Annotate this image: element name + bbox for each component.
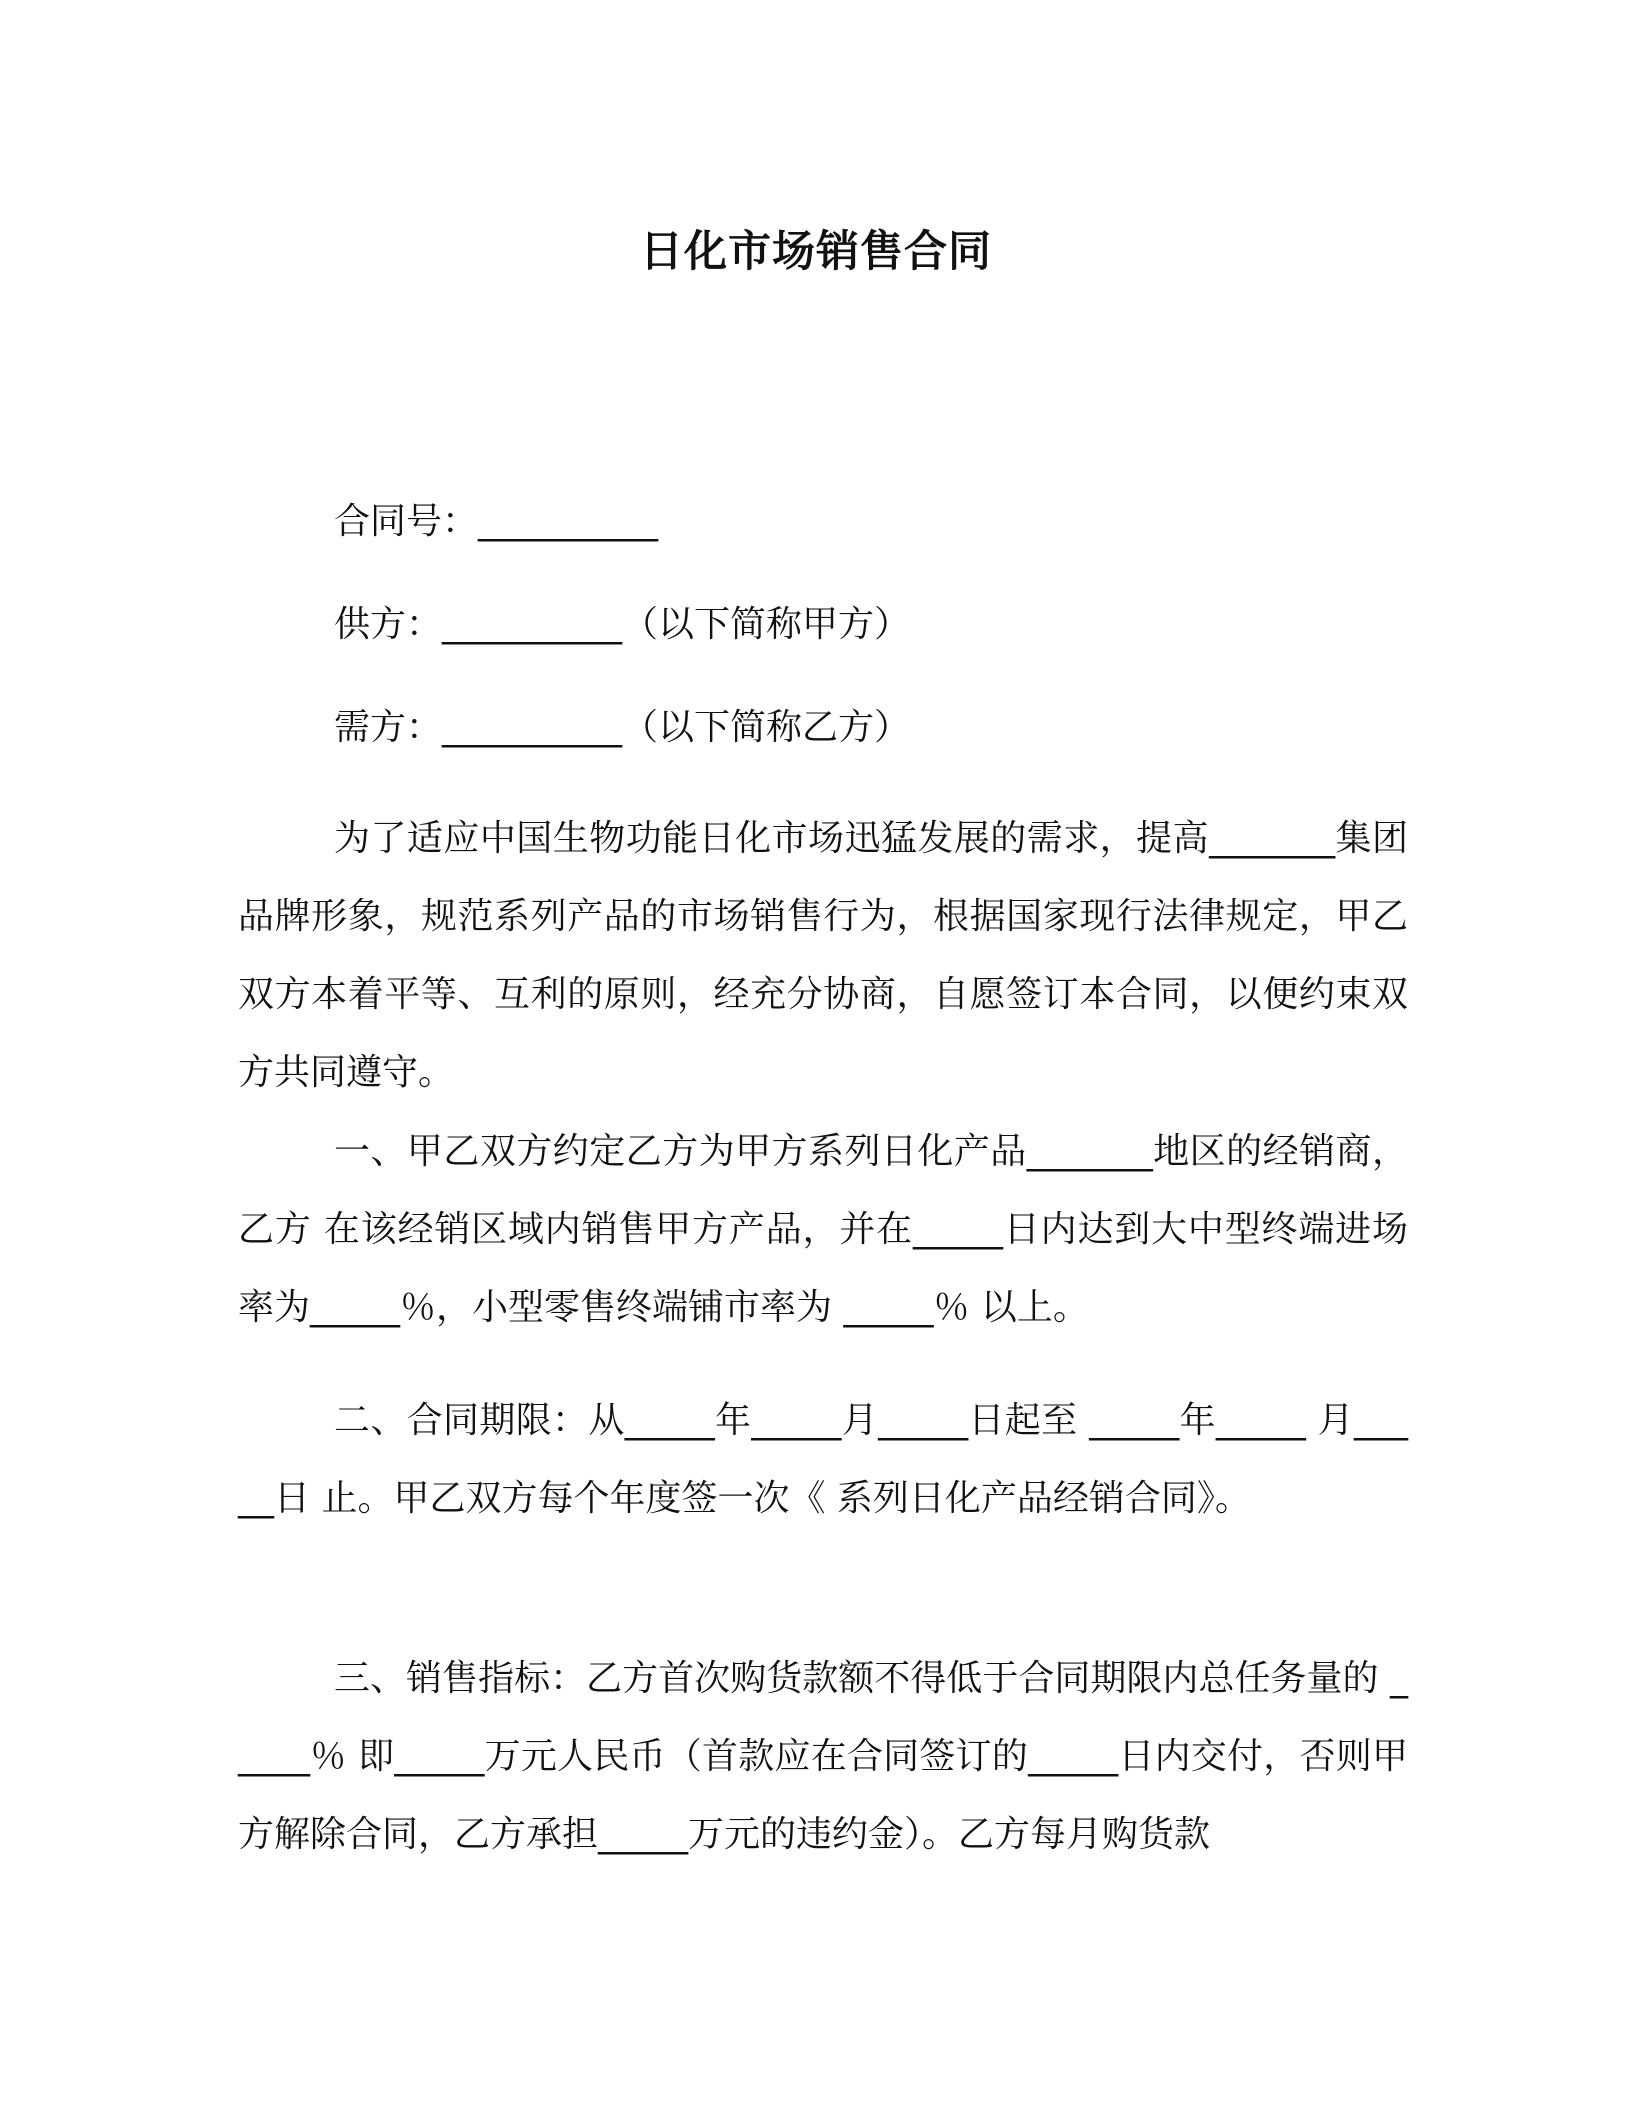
clause-2-text: 二、合同期限：从_____年_____月_____日起至 _____年_____ 月_____日 止。甲乙双方每个年度签一次《 系列日化产品经销合同》。 <box>238 1400 1408 1519</box>
clause-1-text: 一、甲乙双方约定乙方为甲方系列日化产品_______地区的经销商，乙方 在该经销区域内销售甲方产品，并在_____日内达到大中型终端进场率为_____％，小型零售终端铺市率为 _____％ 以上。 <box>238 1131 1408 1328</box>
supplier-line: 供方：__________（以下简称甲方） <box>334 604 911 645</box>
clause-3 <box>238 1640 1408 1874</box>
clause-3-text: 三、销售指标：乙方首次购货款额不得低于合同期限内总任务量的 _____％ 即_____万元人民币（首款应在合同签订的_____日内交付，否则甲方解除合同，乙方承担_____万元的违约金）。乙方每月购货款 <box>238 1658 1408 1855</box>
buyer-line: 需方：__________（以下简称乙方） <box>334 707 911 748</box>
intro-paragraph-text: 为了适应中国生物功能日化市场迅猛发展的需求，提高_______集团品牌形象，规范系列产品的市场销售行为，根据国家现行法律规定，甲乙双方本着平等、互利的原则，经充分协商，自愿签订本合同，以便约束双方共同遵守。 <box>238 818 1408 1093</box>
clause-2 <box>238 1382 1408 1538</box>
intro-paragraph <box>238 800 1408 1112</box>
contract-number-line: 合同号：__________ <box>334 501 659 542</box>
clause-1 <box>238 1113 1408 1347</box>
document-title: 日化市场销售合同 <box>640 227 992 277</box>
